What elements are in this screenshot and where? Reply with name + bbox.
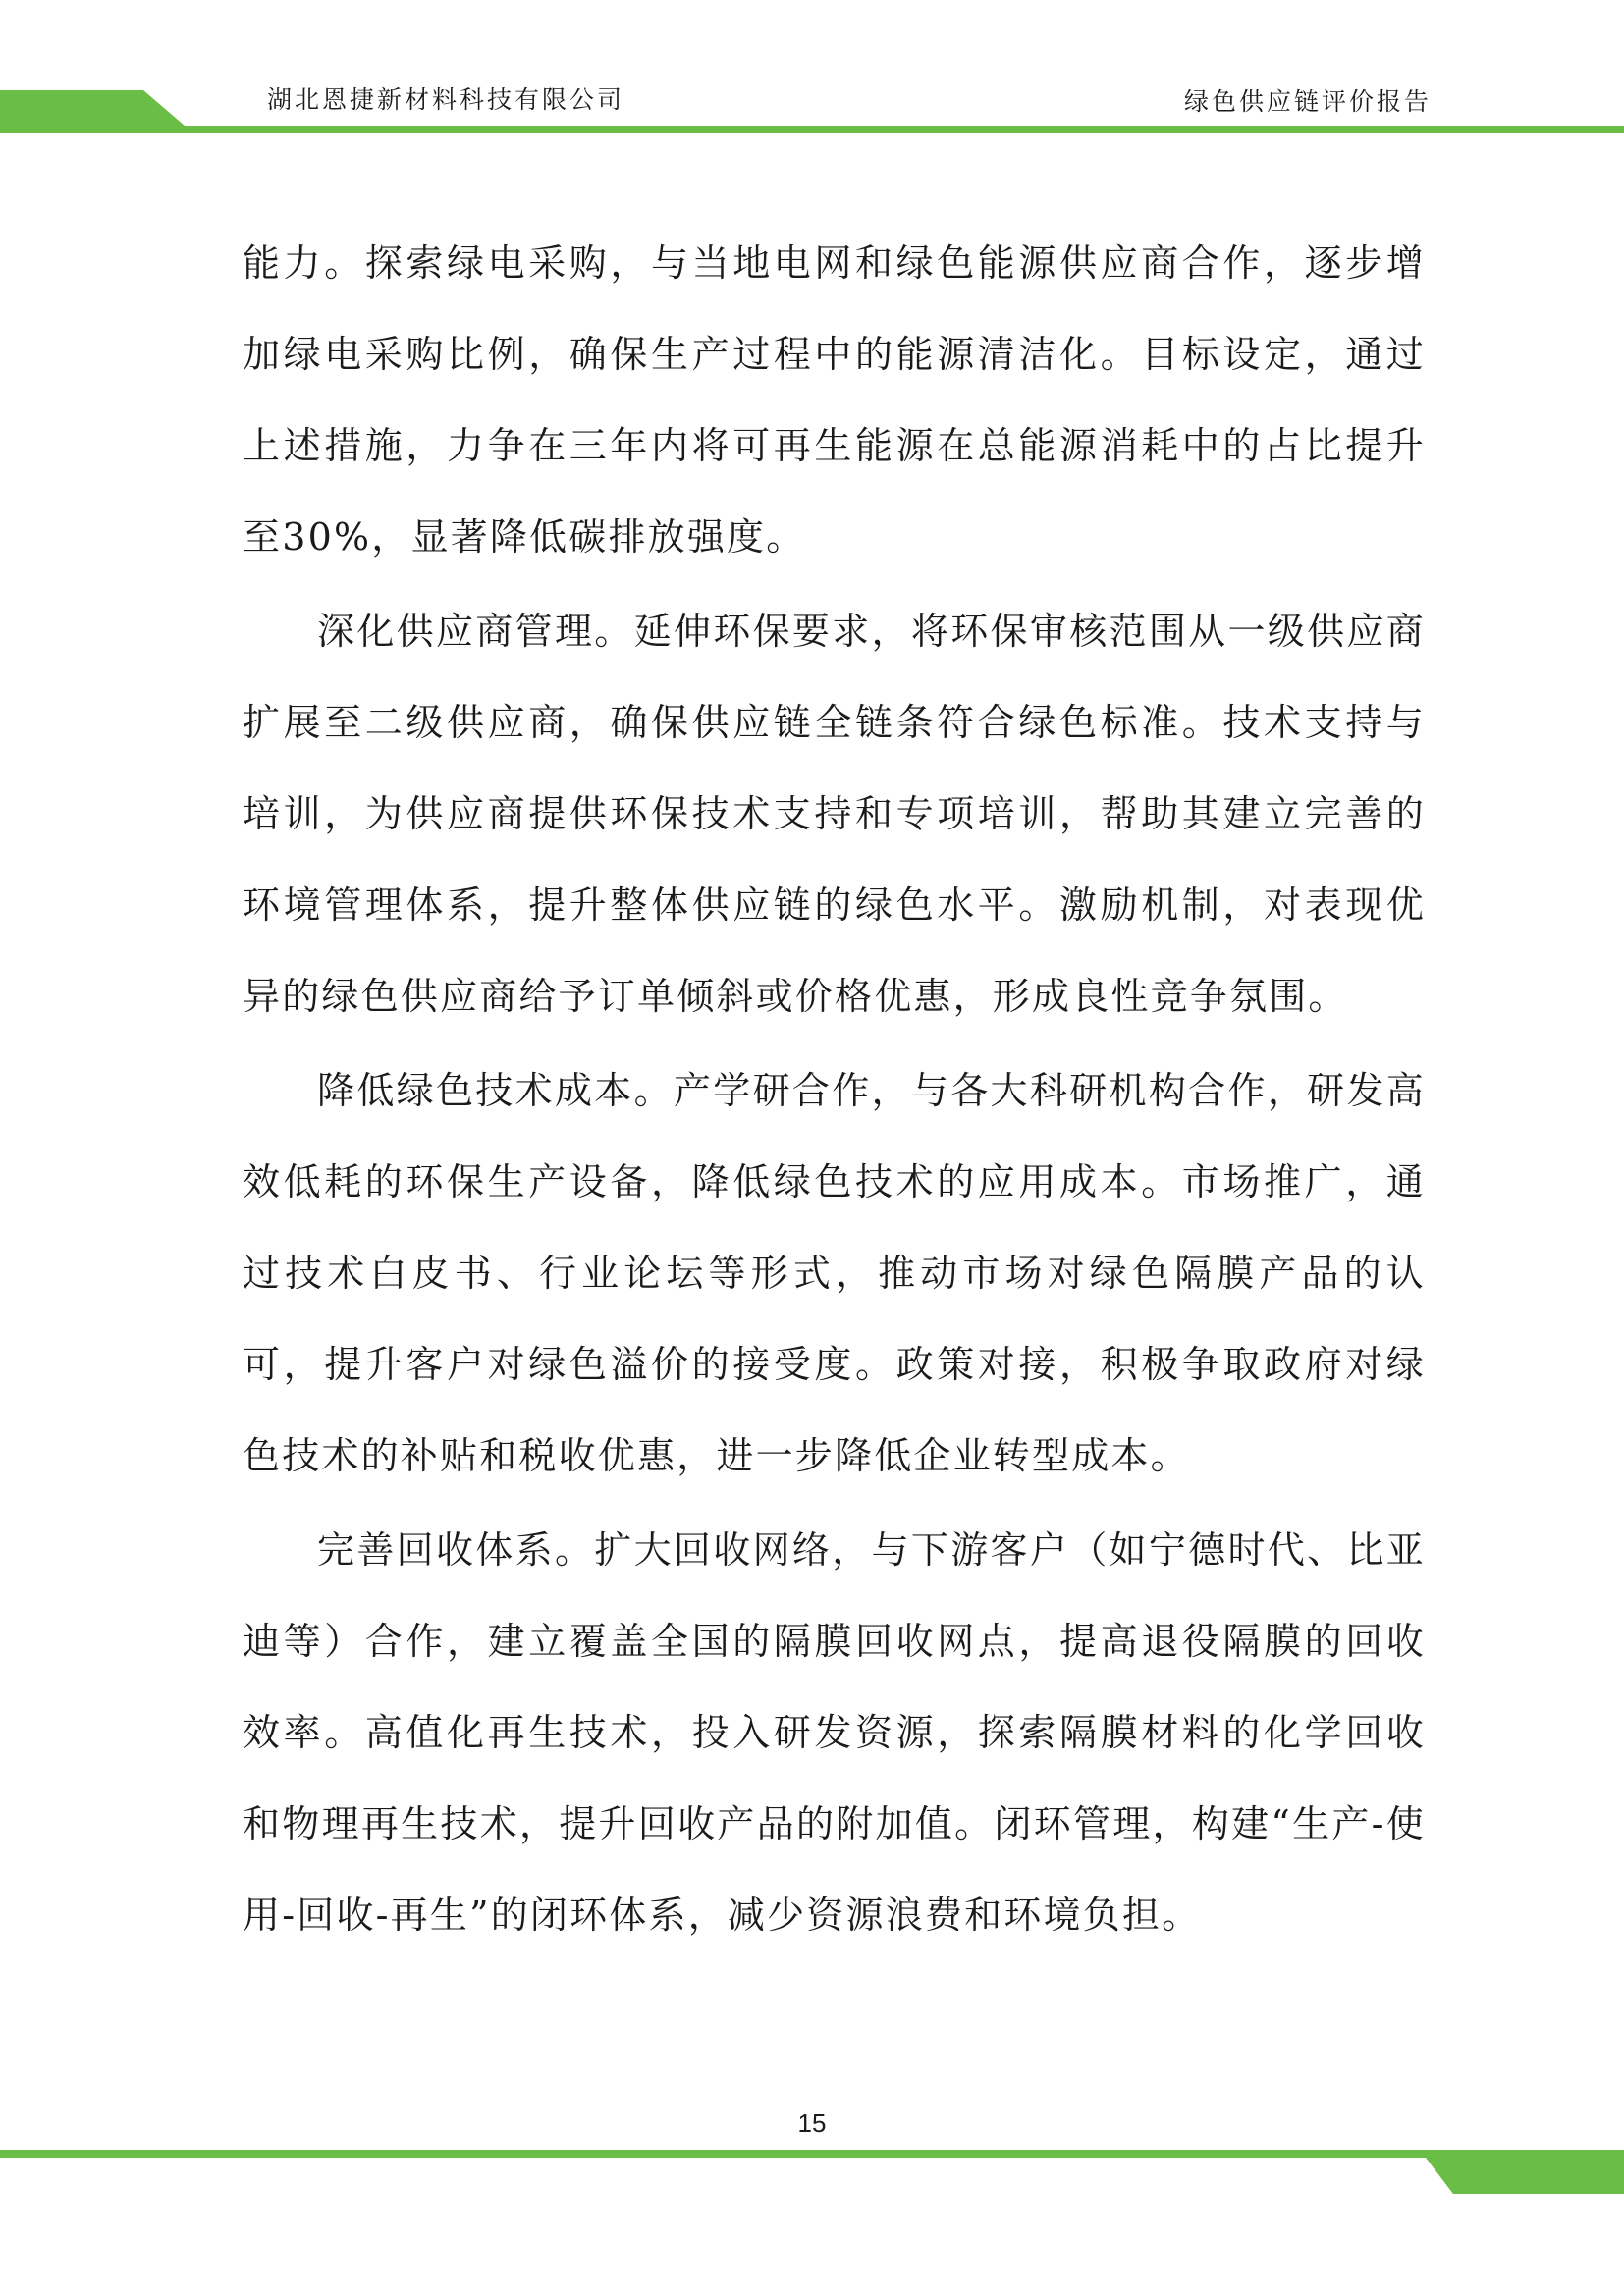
footer-green-rule: [0, 2150, 1624, 2158]
header-green-rule: [0, 126, 1624, 133]
page-number: 15: [797, 2109, 827, 2138]
paragraph-3: 降低绿色技术成本。产学研合作，与各大科研机构合作，研发高效低耗的环保生产设备，降低绿色技术的应用成本。市场推广，通过技术白皮书、行业论坛等形式，推动市场对绿色隔膜产品的认可，提升客户对绿色溢价的接受度。政策对接，积极争取政府对绿色技术的补贴和税收优惠，进一步降低企业转型成本。: [243, 1069, 1426, 1477]
footer-green-tab: [1426, 2158, 1624, 2194]
paragraph-4: 完善回收体系。扩大回收网络，与下游客户（如宁德时代、比亚迪等）合作，建立覆盖全国的隔膜回收网点，提高退役隔膜的回收效率。高值化再生技术，投入研发资源，探索隔膜材料的化学回收和物理再生技术，提升回收产品的附加值。闭环管理，构建“生产-使用-回收-再生”的闭环体系，减少资源浪费和环境负担。: [243, 1528, 1426, 1937]
main-text: [243, 218, 1426, 1961]
footer-decoration: [0, 2140, 1624, 2218]
header-green-tab: [0, 90, 185, 126]
header-report-title: 绿色供应链评价报告: [1183, 87, 1432, 116]
paragraph-1: 能力。探索绿电采购，与当地电网和绿色能源供应商合作，逐步增加绿电采购比例，确保生产过程中的能源清洁化。目标设定，通过上述措施，力争在三年内将可再生能源在总能源消耗中的占比提升至30%，显著降低碳排放强度。: [243, 241, 1426, 559]
header-company-name: 湖北恩捷新材料科技有限公司: [267, 85, 625, 114]
paragraph-2: 深化供应商管理。延伸环保要求，将环保审核范围从一级供应商扩展至二级供应商，确保供应链全链条符合绿色标准。技术支持与培训，为供应商提供环保技术支持和专项培训，帮助其建立完善的环境管理体系，提升整体供应链的绿色水平。激励机制，对表现优异的绿色供应商给予订单倾斜或价格优惠，形成良性竞争氛围。: [243, 610, 1426, 1018]
header-decoration: [0, 0, 1624, 147]
